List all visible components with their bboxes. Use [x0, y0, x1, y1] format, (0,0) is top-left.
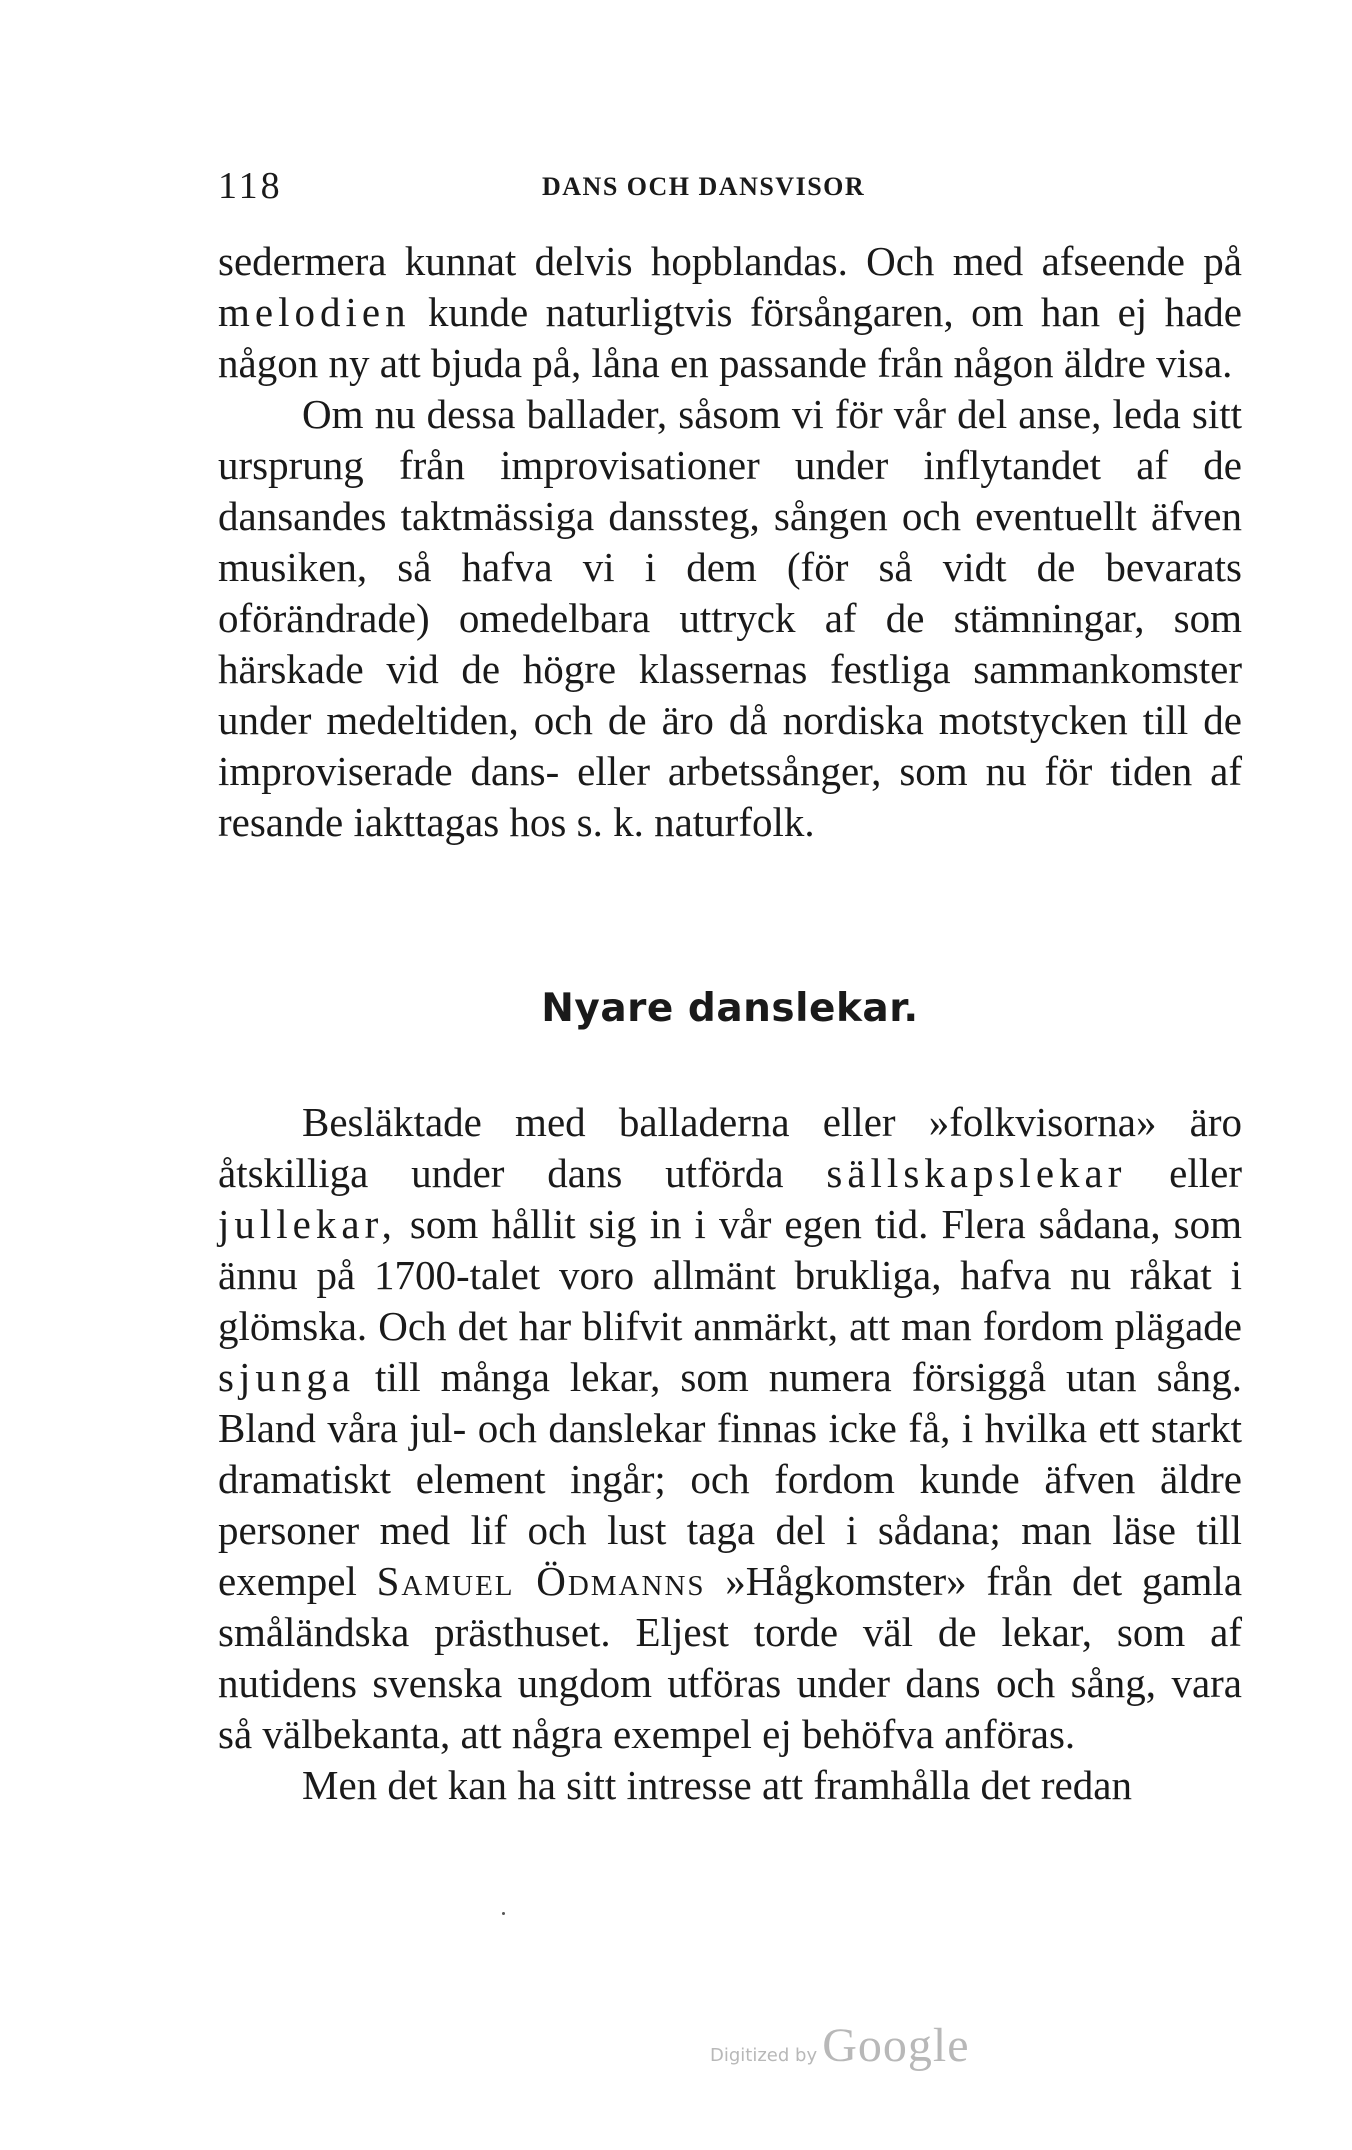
emphasized-word: sjunga — [218, 1354, 356, 1400]
google-logo: Google — [822, 2019, 970, 2072]
paragraph-continuation — [218, 236, 1242, 389]
paragraph-text: eller — [1169, 1150, 1243, 1196]
paragraph-text: sedermera kunnat delvis hopblandas. Och med afseende på — [218, 238, 1242, 284]
paragraph: Om nu dessa ballader, såsom vi för vår del anse, leda sitt ursprung från improvisationer under inflytandet af de dansandes taktmässiga danssteg, sången och eventuellt äfven musiken, så hafva vi i dem (för så vidt de bevarats oförändrade) omedelbara uttryck af de stämningar, som härskade vid de högre klassernas festliga sammankomster under medeltiden, och de äro då nordiska motstycken till de improviserade dans- eller arbetssånger, som nu för tiden af resande iakttagas hos s. k. naturfolk. — [218, 391, 1242, 845]
paragraph-text: till många lekar, som numera försiggå utan sång. Bland våra jul- och danslekar finnas icke få, i hvilka ett starkt dramatiskt element ingår; och fordom kunde äfven äldre personer med lif och lust taga del i sådana; man läse till exempel — [218, 1354, 1243, 1604]
body-text-bottom — [218, 1097, 1242, 1811]
print-speck — [502, 1912, 505, 1915]
section-heading: Nyare danslekar. — [541, 986, 919, 1031]
paragraph-text: »Hågkomster» från det gamla småländska prästhuset. Eljest torde väl de lekar, som af nutidens svenska ungdom utföras under dans och sång, vara så välbekanta, att några exempel ej behöfva anföras. — [218, 1558, 1243, 1757]
paragraph — [218, 1097, 1242, 1760]
emphasized-word: jullekar, — [218, 1201, 397, 1247]
running-head — [218, 164, 1238, 207]
paragraph-text: som hållit sig in i vår egen tid. Flera sådana, som ännu på 1700-talet voro allmänt brukliga, hafva nu råkat i glömska. Och det har blifvit anmärkt, att man fordom plägade — [218, 1201, 1243, 1349]
emphasized-word: sällskapslekar — [826, 1150, 1127, 1196]
emphasized-word: melodien — [218, 289, 411, 335]
watermark-prefix: Digitized by — [710, 2045, 818, 2066]
digitized-watermark — [710, 2018, 970, 2073]
paragraph: Men det kan ha sitt intresse att framhålla det redan — [302, 1762, 1132, 1808]
author-name: Samuel Ödmanns — [376, 1558, 706, 1604]
running-title: DANS OCH DANSVISOR — [542, 172, 866, 201]
body-text-top — [218, 236, 1242, 848]
paragraph-text: Besläktade med balladerna eller »folkvisorna» äro åtskilliga under dans utförda — [218, 1099, 1242, 1196]
page-number: 118 — [218, 165, 283, 207]
paragraph-text: kunde naturligtvis försångaren, om han ej hade någon ny att bjuda på, låna en passande från någon äldre visa. — [218, 289, 1243, 386]
